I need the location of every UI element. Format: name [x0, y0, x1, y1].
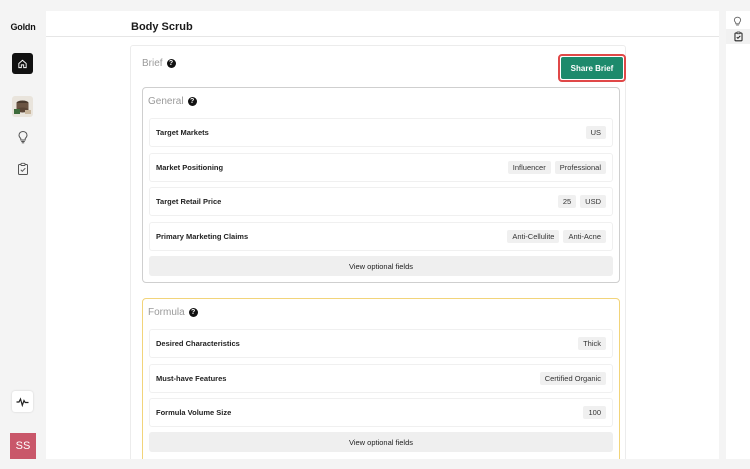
page-title: Body Scrub	[131, 21, 193, 33]
briefs-nav-button[interactable]	[16, 162, 30, 176]
field-row-primary-marketing-claims[interactable]	[149, 222, 613, 251]
value-chip: US	[586, 126, 606, 139]
value-chip: 100	[583, 406, 606, 419]
page-header	[46, 11, 719, 37]
field-row-must-have-features[interactable]	[149, 364, 613, 393]
brief-title: Brief	[142, 58, 163, 69]
field-values	[508, 161, 606, 174]
field-label: Must-have Features	[156, 374, 227, 383]
value-chip: Anti-Cellulite	[507, 230, 559, 243]
value-chip: Certified Organic	[540, 372, 606, 385]
field-row-target-retail-price[interactable]	[149, 187, 613, 216]
formula-header	[148, 307, 198, 318]
user-avatar[interactable]: SS	[10, 433, 36, 459]
right-rail	[726, 11, 750, 459]
product-thumbnail-button[interactable]	[12, 96, 33, 117]
ideas-nav-button[interactable]	[16, 130, 30, 144]
field-label: Formula Volume Size	[156, 408, 232, 417]
home-nav-button[interactable]	[12, 53, 33, 74]
rail-brief-button[interactable]	[726, 29, 750, 44]
field-values	[586, 126, 606, 139]
value-chip: USD	[580, 195, 606, 208]
sidebar	[0, 0, 46, 469]
field-values	[578, 337, 606, 350]
brief-header	[142, 58, 176, 69]
help-icon[interactable]: ?	[188, 97, 197, 106]
lightbulb-icon	[16, 130, 30, 144]
lightbulb-icon	[732, 16, 743, 27]
field-row-formula-volume-size[interactable]	[149, 398, 613, 427]
rail-ideas-button[interactable]	[732, 14, 743, 25]
value-chip: 25	[558, 195, 576, 208]
formula-title: Formula	[148, 307, 185, 318]
field-label: Desired Characteristics	[156, 339, 240, 348]
view-optional-fields-button[interactable]: View optional fields	[149, 432, 613, 452]
field-values	[583, 406, 606, 419]
field-row-target-markets[interactable]	[149, 118, 613, 147]
app-logo[interactable]: Goldn	[10, 22, 36, 32]
view-optional-fields-button[interactable]: View optional fields	[149, 256, 613, 276]
help-icon[interactable]: ?	[189, 308, 198, 317]
help-icon[interactable]: ?	[167, 59, 176, 68]
value-chip: Professional	[555, 161, 606, 174]
general-section	[142, 87, 620, 283]
brief-card	[130, 45, 626, 459]
clipboard-check-icon	[16, 162, 30, 176]
field-values	[507, 230, 606, 243]
share-brief-highlight	[558, 54, 626, 82]
product-thumbnail	[12, 96, 33, 117]
field-values	[558, 195, 606, 208]
clipboard-check-icon	[733, 31, 744, 42]
value-chip: Thick	[578, 337, 606, 350]
share-brief-button[interactable]: Share Brief	[561, 57, 623, 79]
value-chip: Anti-Acne	[563, 230, 606, 243]
field-label: Target Retail Price	[156, 197, 222, 206]
activity-button[interactable]	[12, 391, 33, 412]
field-values	[540, 372, 606, 385]
field-label: Primary Marketing Claims	[156, 232, 249, 241]
formula-section	[142, 298, 620, 459]
field-label: Market Positioning	[156, 163, 224, 172]
main-panel	[46, 11, 719, 459]
home-icon	[17, 58, 28, 69]
field-row-desired-characteristics[interactable]	[149, 329, 613, 358]
activity-icon	[16, 397, 29, 407]
field-row-market-positioning[interactable]	[149, 153, 613, 182]
general-title: General	[148, 96, 184, 107]
value-chip: Influencer	[508, 161, 551, 174]
general-header	[148, 96, 197, 107]
field-label: Target Markets	[156, 128, 209, 137]
